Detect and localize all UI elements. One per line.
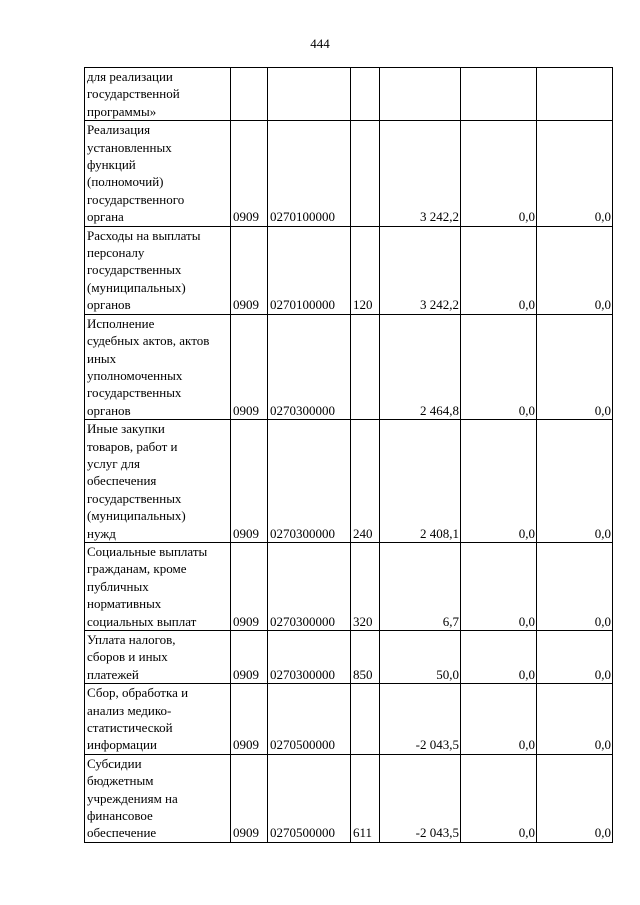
section-code-cell: 0909: [231, 226, 268, 314]
item-name-line: нужд: [87, 525, 116, 541]
item-name-cell: [85, 684, 231, 755]
amount-1-cell: 2 464,8: [380, 314, 461, 419]
item-name-line: публичных: [87, 578, 149, 594]
amount-3-cell: 0,0: [537, 684, 613, 755]
item-name-line: учреждениям на: [87, 790, 178, 806]
item-name-line: государственного: [87, 191, 185, 207]
item-name-line: обеспечения: [87, 473, 157, 489]
amount-2-cell: 0,0: [461, 631, 537, 684]
item-name-cell: [85, 631, 231, 684]
item-name-line: судебных актов, актов: [87, 333, 210, 349]
section-code-cell: 0909: [231, 420, 268, 543]
section-code-cell: 0909: [231, 684, 268, 755]
table-row: [85, 631, 613, 684]
amount-2-cell: 0,0: [461, 226, 537, 314]
item-name-line: Расходы на выплаты: [87, 227, 201, 243]
target-article-cell: 0270500000: [268, 684, 351, 755]
table-row: [85, 314, 613, 419]
expense-type-cell: 850: [351, 631, 380, 684]
amount-3-cell: 0,0: [537, 420, 613, 543]
item-name-cell: [85, 542, 231, 630]
expense-type-cell: [351, 68, 380, 121]
expense-type-cell: [351, 314, 380, 419]
table-row: [85, 121, 613, 226]
table-row: [85, 542, 613, 630]
item-name-line: финансовое: [87, 808, 153, 824]
item-name-line: иных: [87, 350, 117, 366]
target-article-cell: [268, 68, 351, 121]
item-name-line: Уплата налогов,: [87, 632, 176, 647]
item-name-line: обеспечение: [87, 825, 157, 841]
item-name-line: государственных: [87, 262, 182, 278]
table-row: [85, 684, 613, 755]
amount-2-cell: 0,0: [461, 121, 537, 226]
item-name-line: установленных: [87, 139, 172, 155]
table-row: [85, 420, 613, 543]
item-name-line: государственных: [87, 385, 182, 401]
amount-2-cell: 0,0: [461, 754, 537, 842]
section-code-cell: [231, 68, 268, 121]
amount-3-cell: [537, 68, 613, 121]
item-name-line: (полномочий): [87, 174, 164, 190]
expense-type-cell: [351, 121, 380, 226]
item-name-line: (муниципальных): [87, 279, 186, 295]
item-name-line: гражданам, кроме: [87, 561, 187, 577]
item-name-line: Сбор, обработка и: [87, 685, 189, 701]
target-article-cell: 0270500000: [268, 754, 351, 842]
expense-type-cell: 120: [351, 226, 380, 314]
item-name-line: Реализация: [87, 122, 151, 138]
page-number: 444: [310, 36, 330, 51]
item-name-cell: [85, 314, 231, 419]
expense-type-cell: [351, 684, 380, 755]
amount-1-cell: -2 043,5: [380, 754, 461, 842]
item-name-line: бюджетным: [87, 773, 154, 789]
amount-1-cell: 6,7: [380, 542, 461, 630]
target-article-cell: 0270100000: [268, 226, 351, 314]
table-row: [85, 68, 613, 121]
target-article-cell: 0270300000: [268, 542, 351, 630]
item-name-line: информации: [87, 737, 157, 753]
table-row: [85, 754, 613, 842]
amount-2-cell: [461, 68, 537, 121]
target-article-cell: 0270300000: [268, 420, 351, 543]
item-name-line: Субсидии: [87, 755, 142, 771]
amount-3-cell: 0,0: [537, 631, 613, 684]
item-name-cell: [85, 754, 231, 842]
expense-type-cell: 320: [351, 542, 380, 630]
item-name-line: органов: [87, 402, 131, 418]
item-name-line: Иные закупки: [87, 421, 165, 437]
item-name-line: органов: [87, 297, 131, 313]
item-name-line: (муниципальных): [87, 508, 186, 524]
item-name-line: для реализации: [87, 69, 173, 84]
target-article-cell: 0270300000: [268, 631, 351, 684]
item-name-line: функций: [87, 157, 136, 173]
section-code-cell: 0909: [231, 754, 268, 842]
amount-1-cell: 2 408,1: [380, 420, 461, 543]
amount-2-cell: 0,0: [461, 420, 537, 543]
expense-type-cell: 611: [351, 754, 380, 842]
table-body: [85, 68, 613, 843]
section-code-cell: 0909: [231, 121, 268, 226]
item-name-line: товаров, работ и: [87, 438, 178, 454]
amount-3-cell: 0,0: [537, 542, 613, 630]
item-name-line: персоналу: [87, 245, 145, 261]
expense-type-cell: 240: [351, 420, 380, 543]
section-code-cell: 0909: [231, 542, 268, 630]
item-name-line: социальных выплат: [87, 613, 197, 629]
item-name-line: статистической: [87, 720, 173, 736]
item-name-line: органа: [87, 209, 124, 225]
item-name-line: платежей: [87, 666, 139, 682]
amount-3-cell: 0,0: [537, 314, 613, 419]
item-name-line: государственной: [87, 86, 180, 102]
amount-3-cell: 0,0: [537, 226, 613, 314]
amount-1-cell: 3 242,2: [380, 226, 461, 314]
budget-table: [84, 67, 613, 843]
item-name-line: услуг для: [87, 455, 140, 471]
item-name-line: нормативных: [87, 596, 162, 612]
amount-2-cell: 0,0: [461, 684, 537, 755]
table-row: [85, 226, 613, 314]
item-name-line: анализ медико-: [87, 702, 172, 718]
amount-2-cell: 0,0: [461, 314, 537, 419]
amount-3-cell: 0,0: [537, 754, 613, 842]
section-code-cell: 0909: [231, 314, 268, 419]
amount-2-cell: 0,0: [461, 542, 537, 630]
item-name-line: программы»: [87, 103, 157, 119]
amount-1-cell: [380, 68, 461, 121]
item-name-line: уполномоченных: [87, 367, 183, 383]
amount-1-cell: 3 242,2: [380, 121, 461, 226]
section-code-cell: 0909: [231, 631, 268, 684]
amount-1-cell: -2 043,5: [380, 684, 461, 755]
item-name-line: Социальные выплаты: [87, 543, 208, 559]
amount-3-cell: 0,0: [537, 121, 613, 226]
item-name-line: государственных: [87, 490, 182, 506]
target-article-cell: 0270300000: [268, 314, 351, 419]
target-article-cell: 0270100000: [268, 121, 351, 226]
item-name-line: сборов и иных: [87, 649, 168, 665]
item-name-cell: [85, 121, 231, 226]
item-name-cell: [85, 420, 231, 543]
item-name-cell: [85, 226, 231, 314]
item-name-cell: [85, 68, 231, 121]
amount-1-cell: 50,0: [380, 631, 461, 684]
item-name-line: Исполнение: [87, 315, 155, 331]
